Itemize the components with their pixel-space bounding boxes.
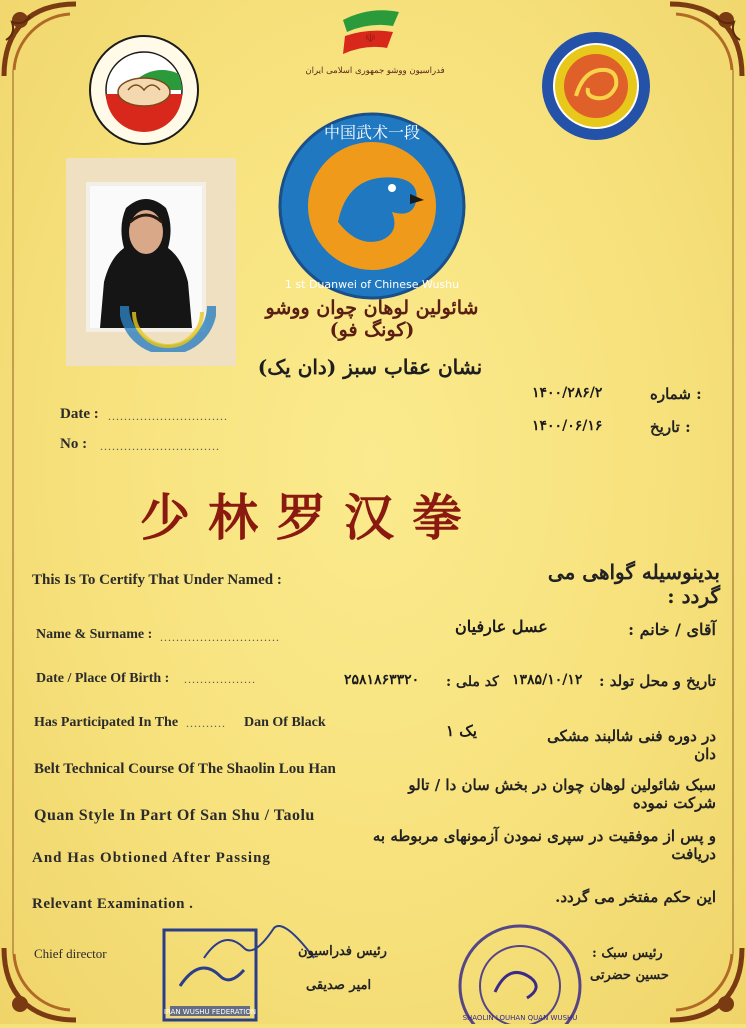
- certify-intro-fa: بدینوسیله گواهی می گردد :: [547, 560, 720, 608]
- seal1-text: IRAN WUSHU FEDERATION: [163, 1008, 257, 1016]
- fa-fed-head-label: رئیس فدراسیون: [298, 944, 387, 959]
- dan-value: یک ۱: [446, 722, 477, 740]
- course-line3-en: Quan Style In Part Of San Shu / Taolu: [34, 807, 315, 824]
- fa-style-head-label: رئیس سبک :: [592, 946, 663, 961]
- name-dots: ..............................: [160, 630, 280, 644]
- birth-value: ۱۳۸۵/۱۰/۱۲: [512, 672, 583, 688]
- course-line5-en: Relevant Examination .: [32, 896, 194, 912]
- chinese-wushu-duanwei-emblem: [278, 112, 466, 300]
- wushu-federation-logo: [88, 34, 200, 146]
- birth-label: Date / Place Of Birth :: [36, 671, 170, 686]
- name-label: Name & Surname :: [36, 627, 153, 642]
- dan-of-black-text: Dan Of Black: [244, 715, 326, 730]
- fa-name-label: آقای / خانم :: [628, 620, 716, 639]
- fa-date-label: : تاریخ: [650, 418, 691, 436]
- fa-course-text: در دوره فنی شالبند مشکی دان: [547, 727, 716, 763]
- fa-style-head-name: حسین حضرتی: [590, 968, 669, 983]
- emblem-bottom-text: 1 st Duanwei of Chinese Wushu: [284, 278, 460, 291]
- course-line2-en: Belt Technical Course Of The Shaolin Lou Han: [34, 761, 336, 777]
- no-label: No :: [60, 436, 88, 452]
- participated-dots: ..........: [186, 716, 226, 730]
- chief-director-label: Chief director: [34, 946, 107, 961]
- shaolin-seal: [455, 920, 585, 1024]
- border-line-right: [732, 70, 734, 954]
- persian-title-line1: شائولین لوهان چوان ووشو (کونگ فو): [265, 297, 479, 341]
- national-code-value: ۲۵۸۱۸۶۳۳۲۰: [344, 672, 420, 688]
- course-line4-en: And Has Obtioned After Passing: [32, 850, 271, 866]
- corner-ornament: [0, 0, 80, 80]
- participated-text: Has Participated In The: [34, 715, 179, 730]
- course-line3-fa: و پس از موفقیت در سپری نمودن آزمونهای مربوطه به دریافت: [372, 827, 716, 863]
- name-value: عسل عارفیان: [455, 617, 548, 636]
- persian-title-line2: نشان عقاب سبز (دان یک): [257, 355, 483, 379]
- svg-text:☫: ☫: [365, 31, 376, 45]
- flag-caption: فدراسیون ووشو جمهوری اسلامی ایران: [305, 66, 445, 76]
- shaolin-louhan-logo: [540, 30, 652, 142]
- fa-date-value: ۱۴۰۰/۰۶/۱۶: [532, 418, 603, 434]
- fa-number-label: : شماره: [650, 385, 702, 403]
- no-dots: ..............................: [100, 439, 220, 453]
- birth-dots: ..................: [184, 672, 256, 686]
- border-line-left: [12, 70, 14, 954]
- certify-intro-en: This Is To Certify That Under Named :: [32, 572, 282, 588]
- corner-ornament: [666, 0, 746, 80]
- seal2-text: SHAOLIN LOUHAN QUAN WUSHU: [462, 1014, 578, 1022]
- national-code-label: کد ملی :: [446, 674, 499, 690]
- date-dots: ..............................: [108, 409, 228, 423]
- fa-fed-head-name: امیر صدیقی: [306, 978, 372, 993]
- iran-flag-icon: [335, 2, 405, 72]
- fa-number-value: ۱۴۰۰/۲۸۶/۲: [532, 385, 603, 401]
- photo-stamp: [120, 296, 216, 352]
- course-line4-fa: این حکم مفتخر می گردد.: [555, 888, 716, 906]
- fa-birth-label: تاریخ و محل تولد :: [599, 672, 716, 690]
- emblem-top-text: 中国武术一段: [323, 123, 421, 142]
- chinese-title: 少林罗汉拳: [140, 488, 480, 547]
- corner-ornament: [666, 944, 746, 1024]
- date-label: Date :: [60, 406, 99, 422]
- course-line2-fa: سبک شائولین لوهان چوان در بخش سان دا / تالو شرکت نموده: [408, 776, 716, 812]
